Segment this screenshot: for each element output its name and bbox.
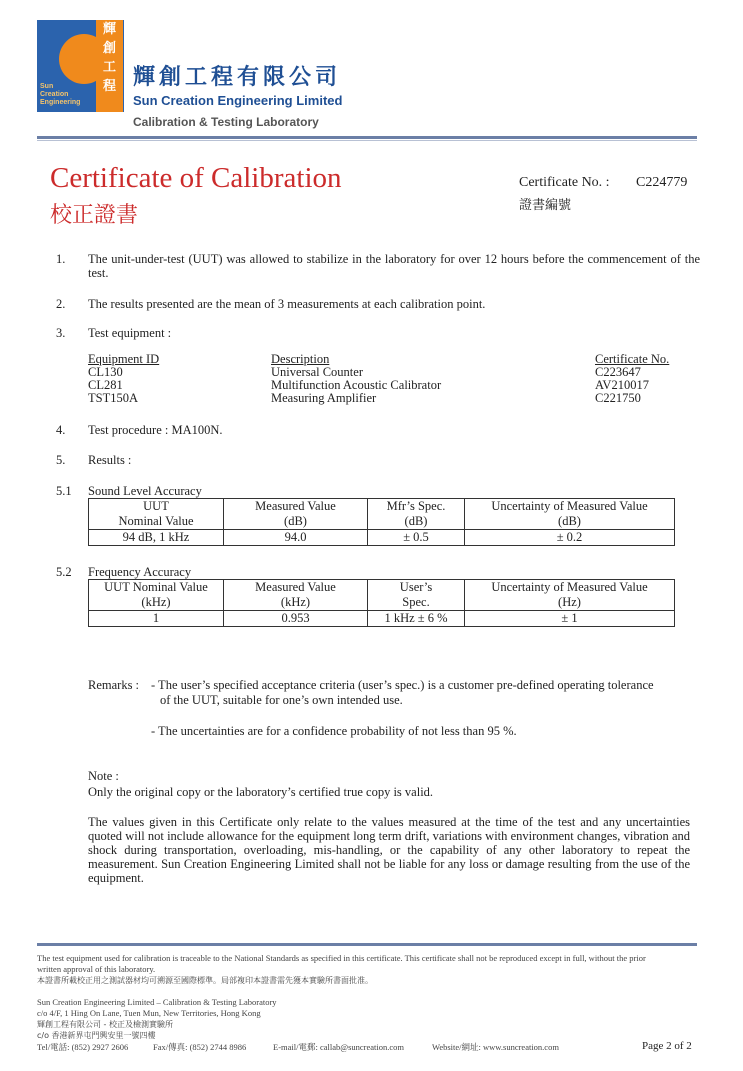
footer-divider [37,943,697,946]
laboratory-address: Sun Creation Engineering Limited – Calibration & Testing Laboratory c/o 4/F, 1 Hing On Lane, Tuen Mun, New Territories, Hong Kong 輝創工程有限公司 - 校正及檢測實驗所 c/o 香港新界屯門興安里一號四樓 [37,997,277,1040]
table-row: 94 dB, 1 kHz 94.0 ± 0.5 ± 0.2 [89,530,675,546]
remark-1-continued: of the UUT, suitable for one’s own intended use. [160,693,403,707]
liability-paragraph: The values given in this Certificate only relate to the values measured at the time of the test and any uncertainties quoted will not include allowance for the equipment long term drift, variations with environment changes, vibration and shock during transportation, overloading, mis-handling, or the capability of any other laboratory to repeat the measurement. Sun Creation Engineering Limited shall not be liable for any loss or damage resulting from the use of the equipment. [88,815,690,885]
frequency-table [88,579,675,627]
contact-tel: Tel/電話: (852) 2927 2606 [37,1042,129,1052]
company-name-chinese: 輝創工程有限公司 [133,65,342,90]
contact-website: Website/網址: www.suncreation.com [432,1042,559,1052]
page-number: Page 2 of 2 [642,1040,692,1052]
equipment-id-column: Equipment ID CL130 CL281 TST150A [88,352,160,405]
logo-chinese-strip: 輝 創 工 程 [96,20,123,112]
contact-fax: Fax/傳真: (852) 2744 8986 [153,1042,247,1052]
logo-english-text: Sun Creation Engineering [40,83,81,106]
table-header-row: UUT Nominal Value (kHz) Measured Value (kHz) User’s Spec. Uncertainty of Measured Value (Hz) [89,580,675,611]
table-header-row: UUT Nominal Value Measured Value (dB) Mfr’s Spec. (dB) Uncertainty of Measured Value (dB) [89,499,675,530]
contact-email: E-mail/電郵: callab@suncreation.com [273,1042,405,1052]
equipment-certificate-column: Certificate No. C223647 AV210017 C221750 [595,352,670,405]
certificate-number: C224779 [636,175,688,190]
note-validity: Only the original copy or the laboratory’s certified true copy is valid. [88,785,434,799]
note-label: Note : [88,769,119,783]
remarks-label: Remarks : [88,678,140,692]
certificate-number-label-chinese: 證書編號 [519,198,572,213]
traceability-statement: The test equipment used for calibration is traceable to the National Standards as specified in this certificate. This certificate shall not be reproduced except in full, without the prior written approval of this laboratory. 本證書所載校正用之測試器材均可溯源至國際標準。局部複印本證書需先獲本實驗所書面批准。 [37,953,646,985]
certificate-title: Certificate of Calibration [50,162,342,194]
certificate-number-block [519,175,688,191]
remark-1: - The user’s specified acceptance criteria (user’s spec.) is a customer pre-defined operating tolerance [151,678,654,692]
company-name-english: Sun Creation Engineering Limited [133,93,343,108]
table-row: 1 0.953 1 kHz ± 6 % ± 1 [89,611,675,627]
equipment-description-column: Description Universal Counter Multifunction Acoustic Calibrator Measuring Amplifier [271,352,442,405]
header-divider-thin [37,140,697,141]
laboratory-name: Calibration & Testing Laboratory [133,115,319,129]
certificate-number-label: Certificate No. : [519,175,610,190]
certificate-title-chinese: 校正證書 [50,203,139,228]
remark-2: - The uncertainties are for a confidence probability of not less than 95 %. [151,724,517,738]
header-divider [37,136,697,139]
sound-level-table [88,498,675,546]
